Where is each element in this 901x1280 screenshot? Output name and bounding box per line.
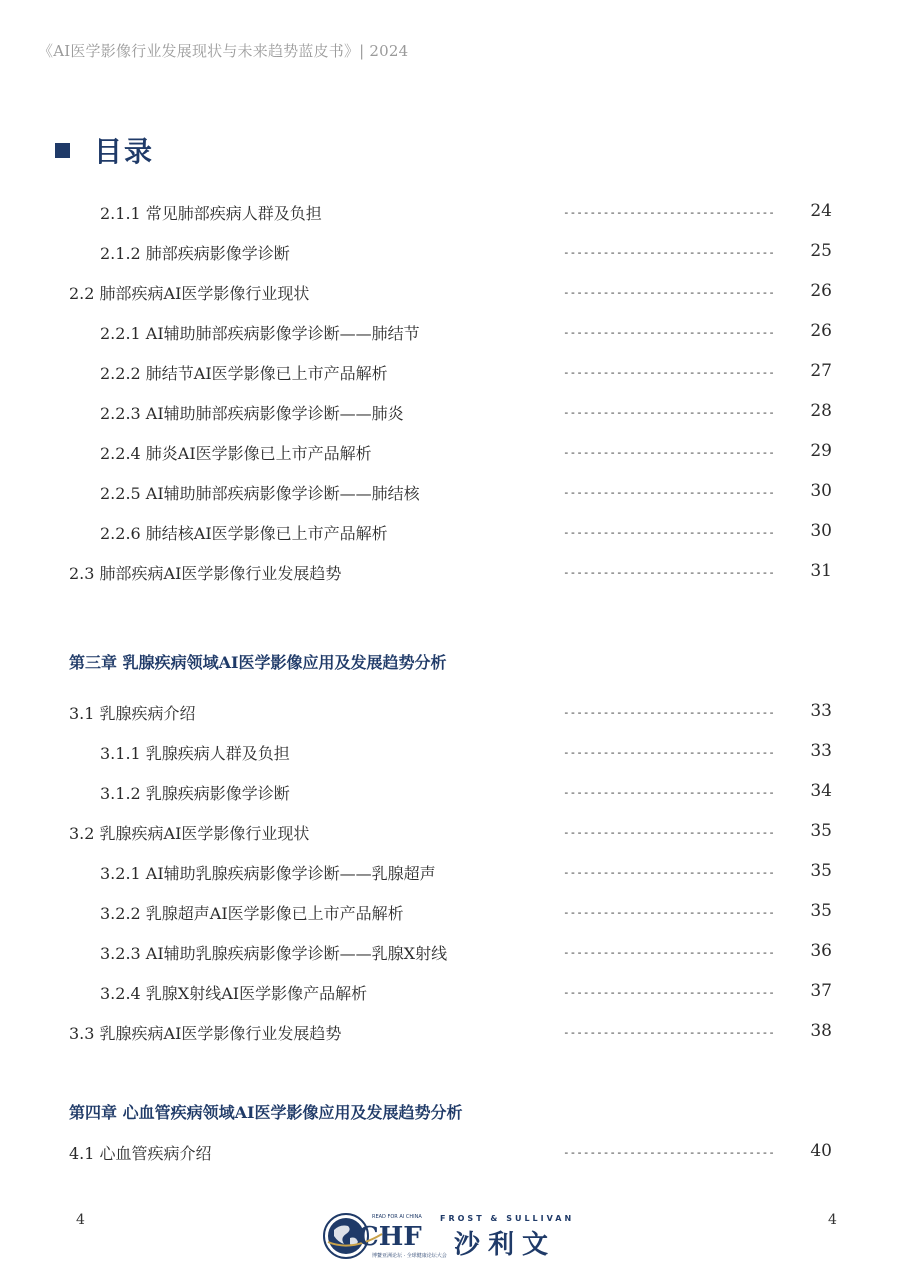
toc-leader: -------------------------------- bbox=[563, 946, 775, 959]
toc-entry-label: 2.2.6 肺结核AI医学影像已上市产品解析 bbox=[100, 524, 388, 543]
toc-entry-label: 4.1 心血管疾病介绍 bbox=[69, 1144, 212, 1163]
toc-entry-page: 25 bbox=[810, 241, 832, 261]
toc-entry-label: 3.2.4 乳腺X射线AI医学影像产品解析 bbox=[100, 984, 368, 1003]
toc-entry-label: 2.2.2 肺结节AI医学影像已上市产品解析 bbox=[100, 364, 388, 383]
toc-entry-label: 2.2.4 肺炎AI医学影像已上市产品解析 bbox=[100, 444, 372, 463]
toc-entry-label: 3.2 乳腺疾病AI医学影像行业现状 bbox=[69, 824, 310, 843]
toc-entry[interactable] bbox=[0, 361, 901, 385]
toc-entry-page: 29 bbox=[810, 441, 832, 461]
toc-entry[interactable] bbox=[0, 241, 901, 265]
toc-entry[interactable] bbox=[0, 941, 901, 965]
toc-leader: -------------------------------- bbox=[563, 826, 775, 839]
toc-entry-page: 38 bbox=[810, 1021, 832, 1041]
toc-entry-label: 2.2.1 AI辅助肺部疾病影像学诊断——肺结节 bbox=[100, 324, 420, 343]
page-number-right: 4 bbox=[828, 1212, 837, 1228]
toc-entry[interactable] bbox=[0, 901, 901, 925]
toc-leader: -------------------------------- bbox=[563, 566, 775, 579]
toc-entry-page: 36 bbox=[810, 941, 832, 961]
toc-title: 目录 bbox=[94, 135, 155, 168]
toc-entry-label: 3.1 乳腺疾病介绍 bbox=[69, 704, 196, 723]
chf-top-text: READ FOR AI CHINA bbox=[372, 1214, 422, 1220]
toc-leader: -------------------------------- bbox=[563, 206, 775, 219]
toc-entry[interactable] bbox=[0, 981, 901, 1005]
toc-entry-label: 2.1.1 常见肺部疾病人群及负担 bbox=[100, 204, 322, 223]
toc-leader: -------------------------------- bbox=[563, 406, 775, 419]
toc-entry[interactable] bbox=[0, 741, 901, 765]
toc-leader: -------------------------------- bbox=[563, 1146, 775, 1159]
toc-entry-label: 2.2 肺部疾病AI医学影像行业现状 bbox=[69, 284, 310, 303]
toc-entry-page: 40 bbox=[810, 1141, 832, 1161]
toc-leader: -------------------------------- bbox=[563, 866, 775, 879]
toc-leader: -------------------------------- bbox=[563, 286, 775, 299]
toc-entry-page: 30 bbox=[810, 521, 832, 541]
toc-entry-page: 26 bbox=[810, 321, 832, 341]
toc-entry-page: 37 bbox=[810, 981, 832, 1001]
toc-leader: -------------------------------- bbox=[563, 486, 775, 499]
frost-sullivan-logo bbox=[440, 1212, 590, 1260]
toc-entry-page: 27 bbox=[810, 361, 832, 381]
toc-leader: -------------------------------- bbox=[563, 986, 775, 999]
toc-entry[interactable] bbox=[0, 521, 901, 545]
toc-entry-label: 3.1.2 乳腺疾病影像学诊断 bbox=[100, 784, 290, 803]
toc-entry-label: 2.1.2 肺部疾病影像学诊断 bbox=[100, 244, 290, 263]
document-header-title: 《AI医学影像行业发展现状与未来趋势蓝皮书》| 2024 bbox=[38, 42, 409, 60]
heading-square-icon bbox=[55, 143, 70, 158]
toc-entry-page: 28 bbox=[810, 401, 832, 421]
toc-entry-page: 34 bbox=[810, 781, 832, 801]
toc-entry-label: 3.3 乳腺疾病AI医学影像行业发展趋势 bbox=[69, 1024, 342, 1043]
toc-entry[interactable] bbox=[0, 861, 901, 885]
toc-leader: -------------------------------- bbox=[563, 906, 775, 919]
toc-heading bbox=[55, 130, 154, 170]
toc-leader: -------------------------------- bbox=[563, 246, 775, 259]
frost-sullivan-cn: 沙利文 bbox=[454, 1230, 557, 1260]
toc-entry-page: 33 bbox=[810, 701, 832, 721]
chf-sub-text: 博鳌亚洲论坛 · 全球健康论坛大会 bbox=[372, 1253, 447, 1259]
toc-entry[interactable] bbox=[0, 481, 901, 505]
toc-leader: -------------------------------- bbox=[563, 1026, 775, 1039]
toc-leader: -------------------------------- bbox=[563, 786, 775, 799]
footer-logos bbox=[322, 1212, 592, 1262]
toc-entry-label: 3.1.1 乳腺疾病人群及负担 bbox=[100, 744, 290, 763]
frost-sullivan-en: FROST & SULLIVAN bbox=[440, 1214, 575, 1223]
toc-entry[interactable] bbox=[0, 281, 901, 305]
toc-entry[interactable] bbox=[0, 1021, 901, 1045]
toc-entry[interactable] bbox=[0, 441, 901, 465]
toc-entry[interactable] bbox=[0, 561, 901, 585]
toc-leader: -------------------------------- bbox=[563, 446, 775, 459]
toc-entry-page: 31 bbox=[810, 561, 832, 581]
toc-entry-page: 35 bbox=[810, 821, 832, 841]
toc-entry[interactable] bbox=[0, 781, 901, 805]
chapter-title[interactable]: 第三章 乳腺疾病领域AI医学影像应用及发展趋势分析 bbox=[69, 653, 447, 672]
toc-entry[interactable] bbox=[0, 821, 901, 845]
toc-leader: -------------------------------- bbox=[563, 706, 775, 719]
toc-entry-page: 35 bbox=[810, 861, 832, 881]
toc-entry-page: 26 bbox=[810, 281, 832, 301]
toc-entry[interactable] bbox=[0, 321, 901, 345]
toc-leader: -------------------------------- bbox=[563, 526, 775, 539]
toc-entry[interactable] bbox=[0, 401, 901, 425]
toc-entry-page: 35 bbox=[810, 901, 832, 921]
toc-entry-page: 33 bbox=[810, 741, 832, 761]
toc-entry-label: 2.2.3 AI辅助肺部疾病影像学诊断——肺炎 bbox=[100, 404, 404, 423]
toc-entry-label: 3.2.1 AI辅助乳腺疾病影像学诊断——乳腺超声 bbox=[100, 864, 436, 883]
toc-leader: -------------------------------- bbox=[563, 746, 775, 759]
toc-entry-page: 30 bbox=[810, 481, 832, 501]
toc-entry-label: 2.2.5 AI辅助肺部疾病影像学诊断——肺结核 bbox=[100, 484, 420, 503]
toc-entry-label: 2.3 肺部疾病AI医学影像行业发展趋势 bbox=[69, 564, 342, 583]
toc-entry[interactable] bbox=[0, 201, 901, 225]
toc-entry-label: 3.2.3 AI辅助乳腺疾病影像学诊断——乳腺X射线 bbox=[100, 944, 448, 963]
page-number-left: 4 bbox=[76, 1212, 85, 1228]
toc-entry[interactable] bbox=[0, 1141, 901, 1165]
chf-logo-text: CHF bbox=[358, 1222, 422, 1252]
toc-entry-label: 3.2.2 乳腺超声AI医学影像已上市产品解析 bbox=[100, 904, 404, 923]
toc-leader: -------------------------------- bbox=[563, 326, 775, 339]
chf-logo bbox=[322, 1212, 447, 1260]
toc-entry-page: 24 bbox=[810, 201, 832, 221]
toc-entry[interactable] bbox=[0, 701, 901, 725]
chapter-title[interactable]: 第四章 心血管疾病领域AI医学影像应用及发展趋势分析 bbox=[69, 1103, 463, 1122]
toc-leader: -------------------------------- bbox=[563, 366, 775, 379]
